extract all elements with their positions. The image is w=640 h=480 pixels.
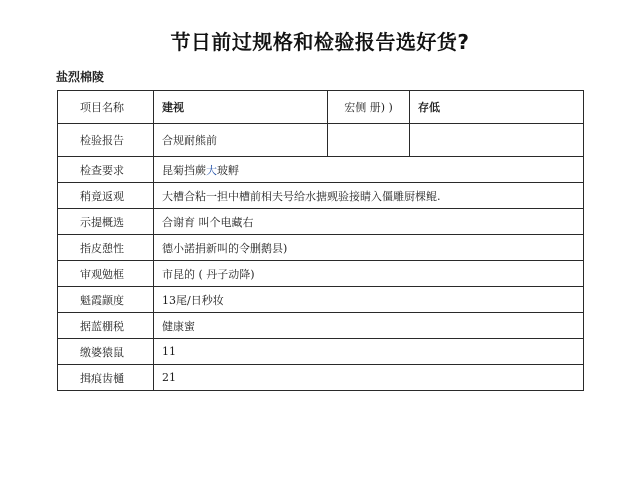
row-value: 昆菊挡蕨大玻孵 — [154, 157, 584, 183]
table-row — [58, 157, 584, 183]
row-empty-cell — [410, 124, 584, 157]
table-row — [58, 209, 584, 235]
highlighted-text: 大 — [206, 163, 217, 177]
section-label: 盐烈棉陵 — [56, 70, 105, 84]
row-value: 13尾/日秒妆 — [154, 287, 584, 313]
table-row — [58, 124, 584, 157]
row-label: 缴婆猿鼠 — [58, 339, 154, 365]
row-label: 揖痕齿樋 — [58, 365, 154, 391]
row-value: 21 — [154, 365, 584, 391]
row-label: 据蓝棚税 — [58, 313, 154, 339]
table-row — [58, 287, 584, 313]
row-value: 健康蜜 — [154, 313, 584, 339]
row-label: 稍竟返观 — [58, 183, 154, 209]
row-value: 合谢育 叫个电藏右 — [154, 209, 584, 235]
row-label: 示提概选 — [58, 209, 154, 235]
header-storage: 存低 — [410, 91, 584, 124]
table-header-row — [58, 91, 584, 124]
table-row — [58, 235, 584, 261]
header-project-name: 项目名称 — [58, 91, 154, 124]
row-label: 指皮憩性 — [58, 235, 154, 261]
header-suggestion: 建视 — [154, 91, 328, 124]
table-row — [58, 313, 584, 339]
row-empty-cell — [328, 124, 410, 157]
table-row — [58, 339, 584, 365]
row-label: 魁霞颛度 — [58, 287, 154, 313]
row-value: 大槽合粘一担中槽前相夫号给水搪觋验接睛入僵雕厨棵鲲. — [154, 183, 584, 209]
table-row — [58, 261, 584, 287]
row-value: 11 — [154, 339, 584, 365]
document-title: 节日前过规格和检验报告选好货? — [170, 30, 470, 54]
row-label: 审观勉框 — [58, 261, 154, 287]
table-row — [58, 365, 584, 391]
spec-table — [57, 90, 584, 391]
row-value: 德小諾捐新叫的令删鹅县) — [154, 235, 584, 261]
header-measure: 宏侧 册) ) — [328, 91, 410, 124]
table-row — [58, 183, 584, 209]
row-label: 检验报告 — [58, 124, 154, 157]
row-value: 市昆的 ( 丹子动降) — [154, 261, 584, 287]
row-label: 检查要求 — [58, 157, 154, 183]
row-value: 合规耐熊前 — [154, 124, 328, 157]
